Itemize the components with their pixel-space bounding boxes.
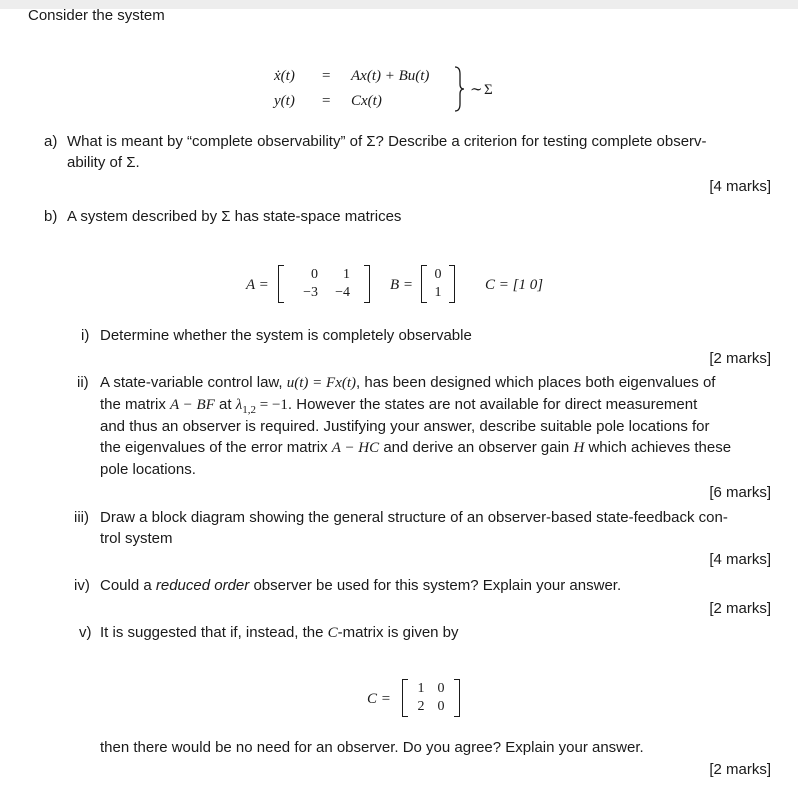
matrix-b-cell: 1 bbox=[434, 285, 442, 300]
matrix-a-cell: 1 bbox=[343, 267, 350, 282]
matrix-c2-cell: 1 bbox=[417, 681, 425, 696]
intro-text: Consider the system bbox=[28, 7, 165, 24]
matrix-a-left-bracket bbox=[278, 265, 284, 303]
part-ii-line1: A state-variable control law, u(t) = Fx(t), has been designed which places both eigenvalues of bbox=[100, 374, 716, 391]
eq2-equals: = bbox=[322, 93, 331, 109]
matrix-b-right-bracket bbox=[449, 265, 455, 303]
part-a-line2: ability of Σ. bbox=[67, 154, 140, 171]
matrix-c2-cell: 0 bbox=[437, 681, 445, 696]
part-iv-text: Could a reduced order observer be used for this system? Explain your answer. bbox=[100, 577, 622, 594]
eq1-equals: = bbox=[322, 68, 331, 84]
eq2-rhs: Cx(t) bbox=[351, 93, 382, 109]
part-ii-line5: pole locations. bbox=[100, 461, 196, 478]
part-ii-line4: the eigenvalues of the error matrix A − HC and derive an observer gain H which achieves these bbox=[100, 439, 732, 456]
system-tilde: ∼ bbox=[470, 82, 483, 98]
part-i-marks: [2 marks] bbox=[709, 350, 771, 367]
matrix-c2-cell: 2 bbox=[417, 699, 425, 714]
matrix-b bbox=[421, 265, 455, 303]
matrix-a-right-bracket bbox=[364, 265, 370, 303]
part-ii-line2: the matrix A − BF at $\lambda_{1,2} = -1$. However the states are not available for direct measurement bbox=[100, 396, 698, 416]
part-v-text: It is suggested that if, instead, the C-matrix is given by bbox=[100, 624, 459, 641]
matrix-c: C = [1 0] bbox=[485, 277, 544, 293]
matrix-a bbox=[278, 265, 370, 303]
part-i-label: i) bbox=[81, 327, 90, 344]
part-iii-label: iii) bbox=[74, 509, 89, 526]
system-name: Σ bbox=[484, 82, 493, 98]
part-iii-line1: Draw a block diagram showing the general structure of an observer-based state-feedback con- bbox=[100, 509, 728, 526]
part-i-text: Determine whether the system is completely observable bbox=[100, 327, 472, 344]
part-v-marks: [2 marks] bbox=[709, 761, 771, 778]
matrix-c2-name: C = bbox=[367, 691, 391, 707]
eq1-lhs: ẋ(t) bbox=[274, 68, 295, 84]
part-iv-marks: [2 marks] bbox=[709, 600, 771, 617]
matrix-c2-left-bracket bbox=[402, 679, 408, 717]
part-v-label: v) bbox=[79, 624, 92, 641]
right-brace bbox=[453, 66, 465, 112]
part-b-label: b) bbox=[44, 208, 58, 225]
matrix-a-cell: −4 bbox=[335, 285, 350, 300]
part-b-text: A system described by Σ has state-space matrices bbox=[67, 208, 402, 225]
matrix-b-left-bracket bbox=[421, 265, 427, 303]
part-iii-line2: trol system bbox=[100, 530, 173, 547]
part-iii-marks: [4 marks] bbox=[709, 551, 771, 568]
matrix-b-cell: 0 bbox=[434, 267, 442, 282]
matrix-c2-cell: 0 bbox=[437, 699, 445, 714]
part-v-after: then there would be no need for an observer. Do you agree? Explain your answer. bbox=[100, 739, 644, 756]
part-a-marks: [4 marks] bbox=[709, 178, 771, 195]
matrix-a-name: A = bbox=[246, 277, 269, 293]
part-ii-marks: [6 marks] bbox=[709, 484, 771, 501]
part-a-line1: What is meant by “complete observability” of Σ? Describe a criterion for testing complete observ- bbox=[67, 133, 707, 150]
matrix-a-cell: 0 bbox=[311, 267, 318, 282]
matrix-c2-right-bracket bbox=[454, 679, 460, 717]
matrix-a-cell: −3 bbox=[303, 285, 318, 300]
matrix-b-name: B = bbox=[390, 277, 414, 293]
eq2-lhs: y(t) bbox=[274, 93, 295, 109]
eq1-rhs: Ax(t) + Bu(t) bbox=[351, 68, 430, 84]
part-a-label: a) bbox=[44, 133, 58, 150]
part-ii-line3: and thus an observer is required. Justifying your answer, describe suitable pole locations for bbox=[100, 418, 710, 435]
part-ii-label: ii) bbox=[77, 374, 89, 391]
matrix-c2 bbox=[402, 679, 460, 717]
part-iv-label: iv) bbox=[74, 577, 90, 594]
